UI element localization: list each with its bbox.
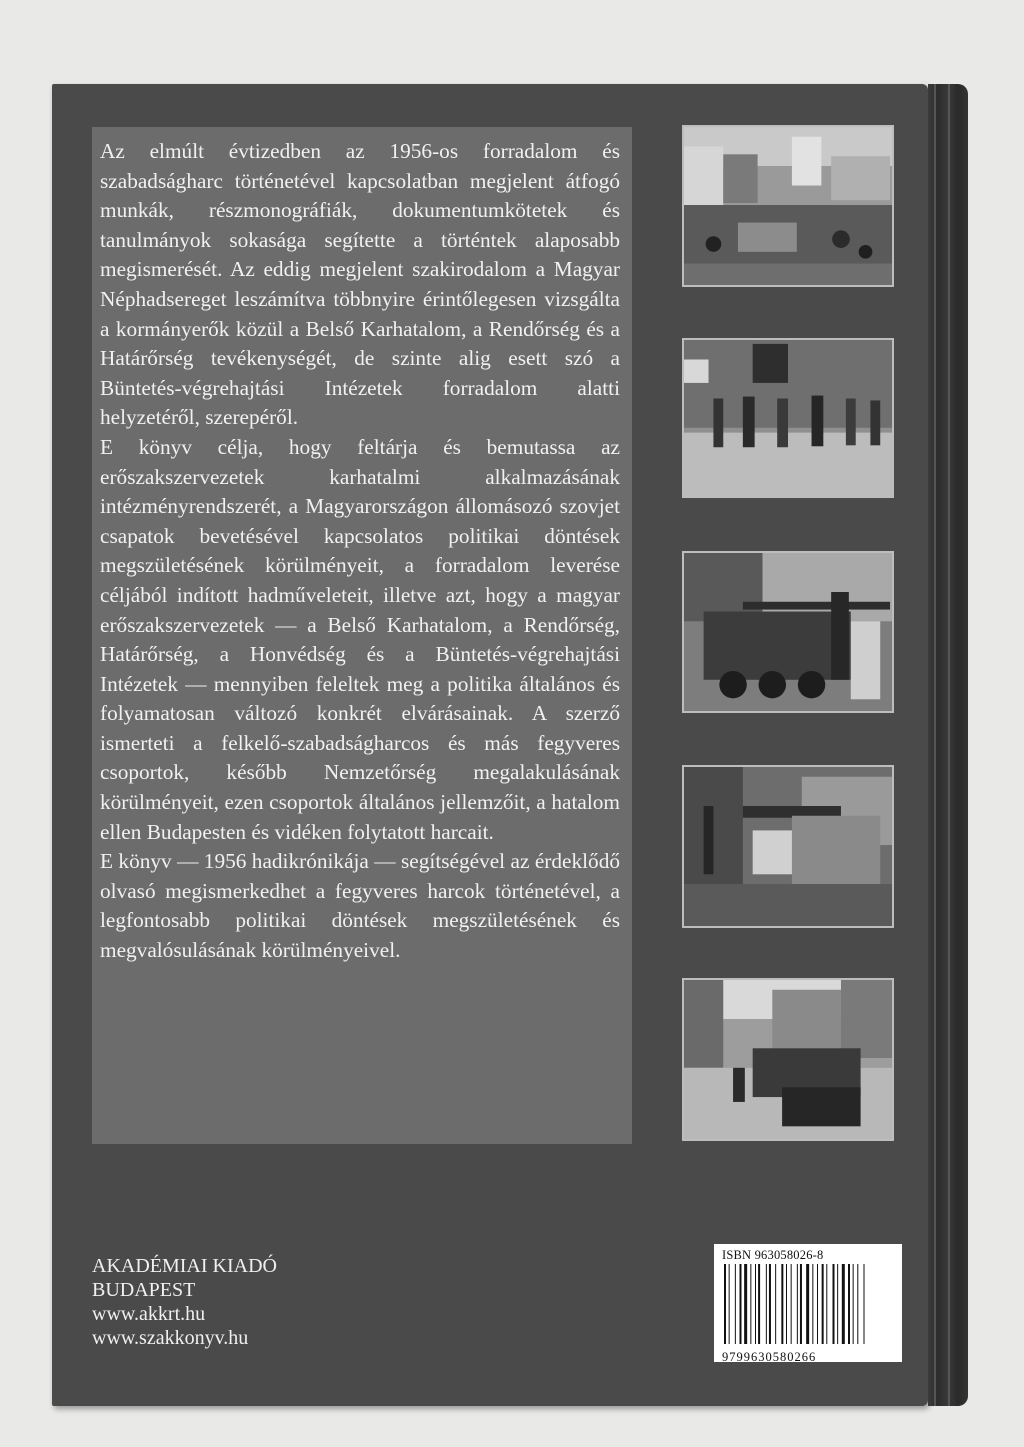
- isbn-barcode: [714, 1244, 902, 1362]
- barcode-bars: [722, 1264, 894, 1344]
- photo-destroyed-tank: [682, 978, 894, 1141]
- publisher-website-2: www.szakkonyv.hu: [92, 1327, 249, 1349]
- blurb-text: [100, 137, 620, 966]
- book-spine: [928, 84, 968, 1406]
- photo-tank-crowd: [682, 551, 894, 713]
- photo-artillery-gun: [682, 765, 894, 928]
- publisher-city: BUDAPEST: [92, 1279, 196, 1301]
- photo-street-crowd: [682, 125, 894, 287]
- blurb-paragraph-2: E könyv célja, hogy feltárja és bemutassa az erőszakszervezetek karhatalmi alkalmazásának intézményrendszerét, a Magyarországon állomásozó szovjet csapatok bevetésével kapcsolatos politikai döntések megszületésének körülményeit, a forradalom leverése céljából indított hadműveleteit, illetve azt, hogy a magyar erőszakszervezetek — a Belső Karhatalom, a Rendőrség, Határőrség, a Honvédség és a Büntetés-végrehajtási Intézetek — mennyiben feleltek meg a politika általános és folyamatosan változó konkrét elvárásainak. A szerző ismerteti a felkelő-szabadságharcos és más fegyveres csoportok, később Nemzetőrség megalakulásának körülményeit, ezen csoportok általános jellemzőit, a hatalom ellen Budapesten és vidéken folytatott harcait.: [100, 434, 620, 844]
- publisher-info: [92, 1254, 277, 1350]
- isbn-label: ISBN 963058026-8: [722, 1248, 824, 1262]
- blurb-paragraph-1: Az elmúlt évtizedben az 1956-os forradalom és szabadságharc történetével kapcsolatban megjelent átfogó munkák, részmonográfiák, dokumentumkötetek és tanulmányok sokasága segítette a történtek alaposabb megismerését. Az eddig megjelent szakirodalom a Magyar Néphadsereget leszámítva többnyire érintőlegesen vizsgálta a kormányerők közül a Belső Karhatalom, a Rendőrség és a Határőrség tevékenységét, de szinte alig esett szó a Büntetés-végrehajtási Intézetek forradalom alatti helyzetéről, szerepéről.: [100, 139, 620, 430]
- blurb-paragraph-3: E könyv — 1956 hadikrónikája — segítségével az érdeklődő olvasó megismerkedhet a fegyveres harcok történetével, a legfontosabb politikai döntések megszületésének és megvalósulásának körülményeivel.: [100, 849, 620, 963]
- ean-number: 9799630580266: [722, 1350, 817, 1364]
- photo-people-walking: [682, 338, 894, 498]
- publisher-website-1: www.akkrt.hu: [92, 1303, 206, 1325]
- publisher-name: AKADÉMIAI KIADÓ: [92, 1255, 277, 1277]
